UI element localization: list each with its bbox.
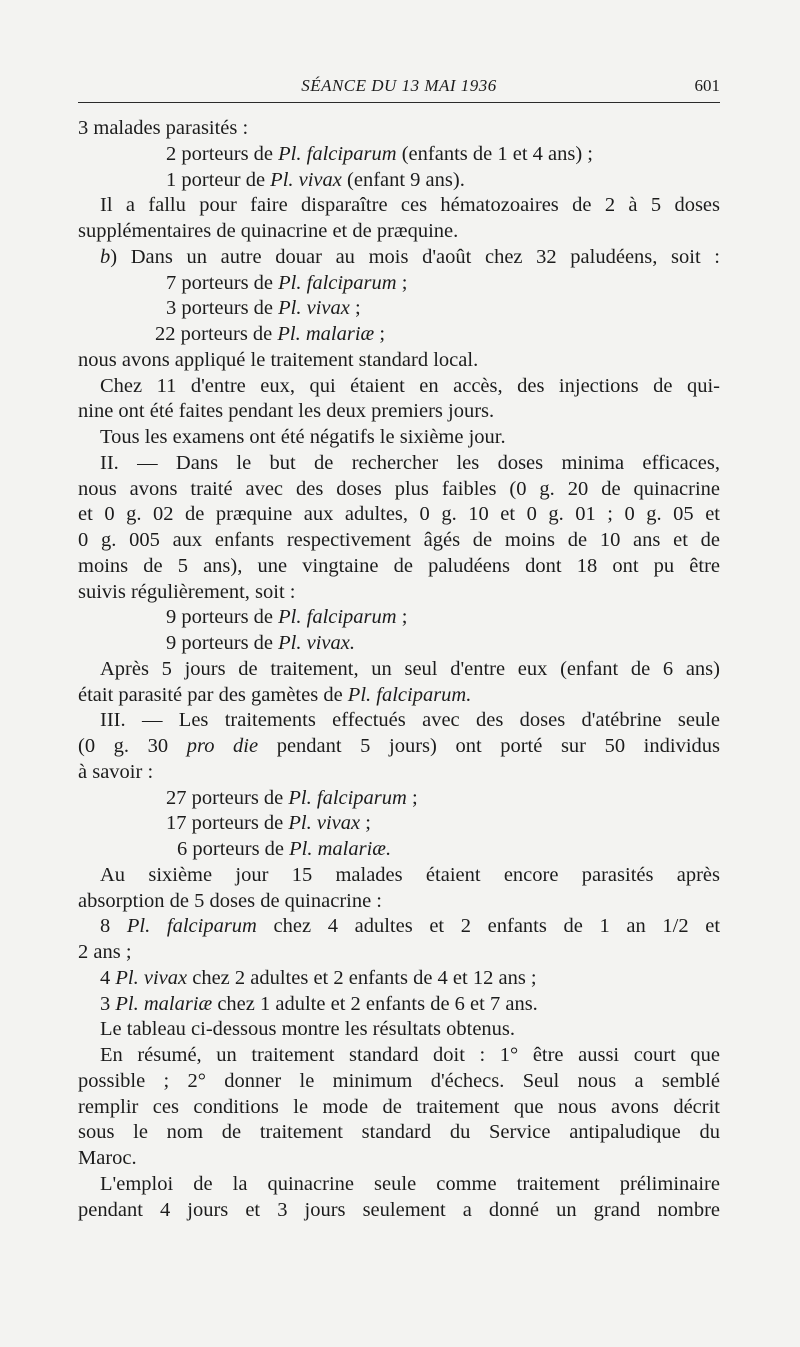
text-segment: à savoir : [78, 760, 154, 783]
text-segment: ; [360, 812, 371, 835]
italic-text: Pl. vivax [115, 966, 188, 989]
text-line [78, 914, 720, 940]
text-segment: suivis régulièrement, soit : [78, 580, 296, 603]
text-segment: ; [406, 786, 418, 809]
text-line [78, 193, 720, 219]
text-line [78, 502, 720, 528]
text-segment: sous le nom de traitement standard du Service antipaludique du [78, 1121, 720, 1144]
italic-text: Pl. malariæ [277, 323, 375, 345]
italic-text: Pl. falciparum [126, 915, 257, 938]
text-segment: 22 porteurs de [155, 323, 278, 345]
text-segment: chez 2 adultes et 2 enfants de 4 et 12 ans ; [187, 966, 537, 989]
text-line [78, 786, 720, 812]
italic-text: Pl. vivax [270, 168, 342, 191]
text-segment: Au sixième jour 15 malades étaient encore parasités après [100, 863, 720, 886]
text-line [78, 1120, 720, 1146]
text-segment: 0 g. 005 aux enfants respectivement âgés de moins de 10 ans et de [78, 529, 720, 551]
text-segment: 3 porteurs de [166, 297, 279, 320]
text-segment: nine ont été faites pendant les deux premiers jours. [78, 400, 495, 423]
text-segment: 2 porteurs de [166, 142, 279, 165]
italic-text: Pl. vivax. [278, 632, 355, 654]
text-segment: (enfant 9 ans). [341, 168, 465, 191]
text-line [78, 683, 720, 709]
text-segment: possible ; 2° donner le minimum d'échecs. Seul nous a semblé [78, 1069, 720, 1092]
italic-text: Pl. vivax [288, 812, 361, 835]
text-line [78, 889, 720, 915]
text-line [78, 657, 720, 683]
text-segment: Il a fallu pour faire disparaître ces hématozoaires de 2 à 5 doses [100, 194, 720, 217]
text-segment: ) Dans un autre douar au mois d'août chez 32 paludéens, soit : [110, 245, 720, 268]
text-line [78, 142, 720, 168]
text-segment: ; [374, 323, 386, 345]
text-segment: 4 [100, 966, 116, 989]
text-line [78, 734, 720, 760]
text-line [78, 399, 720, 425]
text-line [78, 1095, 720, 1121]
text-line [78, 554, 720, 580]
text-line [78, 168, 720, 194]
text-line [78, 631, 720, 657]
text-segment: Après 5 jours de traitement, un seul d'entre eux (enfant de 6 ans) [100, 657, 720, 680]
text-line [78, 1146, 720, 1172]
italic-text: Pl. malariæ [115, 992, 213, 1015]
text-segment: 3 [100, 992, 116, 1015]
text-line [78, 605, 720, 631]
italic-text: b [100, 245, 111, 268]
page-number: 601 [694, 76, 720, 95]
text-segment: 17 porteurs de [166, 812, 289, 835]
italic-text: Pl. vivax [278, 297, 350, 320]
italic-text: Pl. falciparum [278, 606, 397, 629]
italic-text: Pl. falciparum [278, 271, 397, 294]
italic-text: Pl. falciparum [278, 142, 397, 165]
text-segment: 6 porteurs de [177, 838, 290, 860]
text-segment: 2 ans ; [78, 941, 132, 963]
text-line [78, 116, 720, 142]
text-segment: 27 porteurs de [166, 786, 289, 809]
italic-text: Pl. malariæ. [289, 838, 392, 860]
text-line [78, 322, 720, 348]
text-segment: pendant 4 jours et 3 jours seulement a donné un grand nombre [78, 1198, 720, 1221]
text-line [78, 1172, 720, 1198]
text-line [78, 811, 720, 837]
text-segment: et 0 g. 02 de præquine aux adultes, 0 g. 10 et 0 g. 01 ; 0 g. 05 et [78, 503, 720, 526]
text-line [78, 245, 720, 271]
text-line [78, 760, 720, 786]
text-segment: 1 porteur de [166, 168, 271, 191]
text-line [78, 580, 720, 606]
text-segment: L'emploi de la quinacrine seule comme traitement préliminaire [100, 1172, 720, 1195]
text-line [78, 219, 720, 245]
text-line [78, 992, 720, 1018]
text-segment: supplémentaires de quinacrine et de præquine. [78, 220, 459, 242]
text-line [78, 348, 720, 374]
text-segment: (enfants de 1 et 4 ans) ; [396, 142, 593, 165]
text-segment: Chez 11 d'entre eux, qui étaient en accès, des injections de qui- [100, 374, 720, 397]
text-line [78, 837, 720, 863]
text-segment: En résumé, un traitement standard doit : 1° être aussi court que [100, 1044, 720, 1066]
running-title: SÉANCE DU 13 MAI 1936 [301, 76, 497, 95]
text-segment: ; [349, 297, 361, 320]
text-line [78, 708, 720, 734]
text-segment: était parasité par des gamètes de [78, 683, 348, 706]
text-line [78, 451, 720, 477]
text-segment: Maroc. [78, 1147, 137, 1169]
text-segment: remplir ces conditions le mode de traitement que nous avons décrit [78, 1095, 720, 1118]
text-segment: (0 g. 30 [78, 735, 187, 757]
text-line [78, 1043, 720, 1069]
text-line [78, 1017, 720, 1043]
text-segment: nous avons traité avec des doses plus faibles (0 g. 20 de quinacrine [78, 477, 720, 500]
text-segment: Le tableau ci-dessous montre les résultats obtenus. [100, 1018, 516, 1041]
page-header [78, 74, 720, 103]
italic-text: pro die [186, 735, 259, 757]
text-segment: ; [396, 606, 408, 629]
text-segment: III. — Les traitements effectués avec des doses d'atébrine seule [100, 709, 720, 732]
text-segment: 9 porteurs de [166, 632, 279, 654]
text-segment: 7 porteurs de [166, 271, 279, 294]
text-segment: moins de 5 ans), une vingtaine de paludéens dont 18 ont pu être [78, 554, 720, 577]
text-segment: pendant 5 jours) ont porté sur 50 individus [258, 735, 720, 757]
text-line [78, 425, 720, 451]
italic-text: Pl. falciparum. [347, 683, 472, 706]
text-segment: chez 1 adulte et 2 enfants de 6 et 7 ans. [212, 992, 538, 1015]
text-line [78, 271, 720, 297]
text-segment: 8 [100, 915, 127, 938]
text-line [78, 477, 720, 503]
text-line [78, 863, 720, 889]
text-line [78, 374, 720, 400]
text-segment: chez 4 adultes et 2 enfants de 1 an 1/2 et [256, 915, 721, 938]
text-line [78, 1198, 720, 1224]
text-segment: absorption de 5 doses de quinacrine : [78, 889, 383, 912]
text-line [78, 296, 720, 322]
body-text [78, 116, 720, 1223]
text-segment: II. — Dans le but de rechercher les doses minima efficaces, [100, 451, 720, 474]
text-line [78, 528, 720, 554]
italic-text: Pl. falciparum [288, 786, 407, 809]
text-segment: ; [396, 271, 408, 294]
text-segment: 3 malades parasités : [78, 117, 249, 139]
text-line [78, 940, 720, 966]
text-line [78, 1069, 720, 1095]
text-segment: Tous les examens ont été négatifs le sixième jour. [100, 426, 506, 448]
text-segment: nous avons appliqué le traitement standard local. [78, 348, 479, 371]
text-line [78, 966, 720, 992]
text-segment: 9 porteurs de [166, 606, 279, 629]
